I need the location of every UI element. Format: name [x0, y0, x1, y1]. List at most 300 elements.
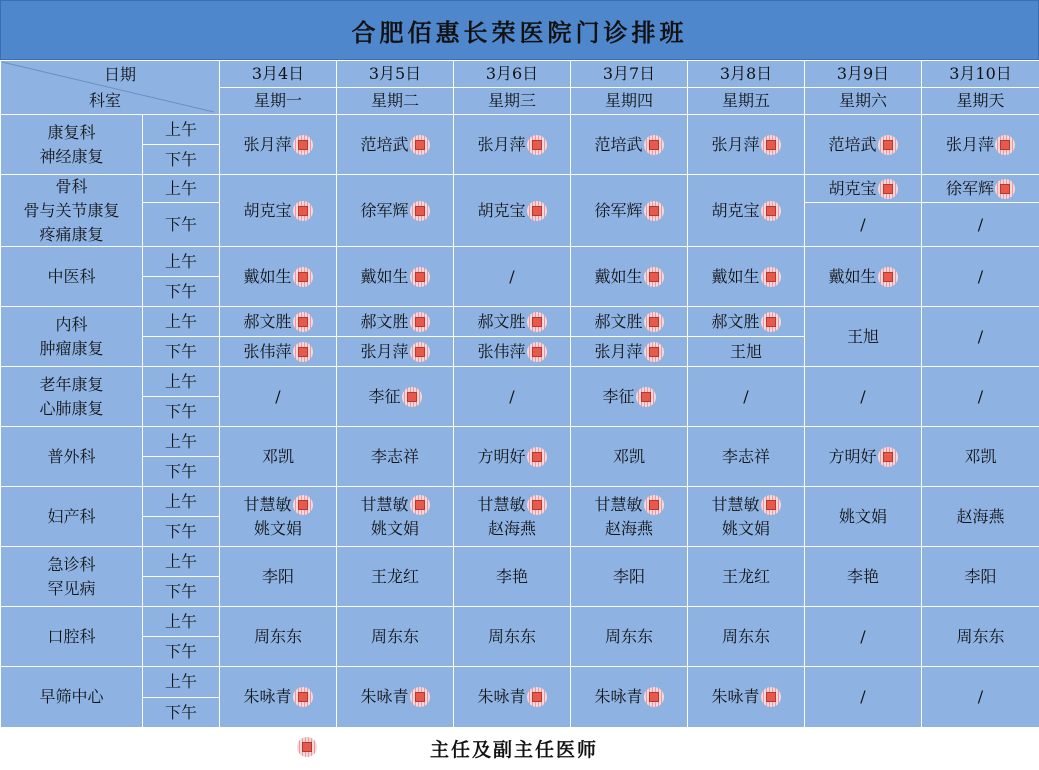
date-label: 3月4日	[251, 64, 305, 83]
doctor-name: 李志祥	[370, 446, 419, 466]
schedule-cell	[337, 115, 453, 174]
schedule-cell	[688, 115, 804, 174]
session-label: 上午	[164, 672, 197, 691]
doctor-name: 王龙红	[721, 566, 770, 586]
schedule-cell	[454, 547, 570, 606]
page-title: 合肥佰惠长荣医院门诊排班	[0, 0, 1039, 60]
session-label: 下午	[164, 461, 197, 481]
session-pm	[143, 145, 219, 174]
director-badge-icon	[293, 267, 313, 287]
cell-line	[477, 493, 546, 517]
schedule-cell	[571, 607, 687, 666]
session-am	[143, 487, 219, 516]
schedule-cell	[805, 427, 921, 486]
schedule-cell	[571, 427, 687, 486]
schedule-cell	[688, 547, 804, 606]
weekday-header	[454, 88, 570, 114]
schedule-cell-pm	[571, 337, 687, 366]
schedule-cell	[220, 667, 336, 727]
schedule-cell	[337, 487, 453, 546]
schedule-cell	[454, 667, 570, 727]
department-name-line: 骨科	[55, 176, 88, 196]
session-am	[143, 247, 219, 276]
no-clinic-mark: /	[860, 626, 866, 646]
weekday-label: 星期四	[604, 91, 653, 110]
department-name-line: 中医科	[47, 266, 96, 286]
schedule-cell	[220, 175, 336, 246]
schedule-cell	[922, 547, 1039, 606]
schedule-cell-am	[454, 307, 570, 336]
doctor-name: 方明好	[828, 446, 877, 466]
weekday-header	[805, 88, 921, 114]
department-name	[1, 667, 142, 727]
director-badge-icon	[410, 342, 430, 362]
doctor-name: 朱咏青	[243, 687, 292, 706]
session-am	[143, 427, 219, 456]
doctor-name: 郝文胜	[711, 311, 760, 331]
no-clinic-mark: /	[509, 266, 515, 286]
no-clinic-mark: /	[977, 687, 984, 706]
schedule-cell	[805, 547, 921, 606]
doctor-name: 朱咏青	[594, 687, 643, 706]
department-name-line: 老年康复	[39, 374, 104, 394]
session-pm	[143, 277, 219, 306]
session-label: 上午	[164, 178, 197, 198]
no-clinic-mark: /	[860, 214, 866, 234]
schedule-cell	[337, 247, 453, 306]
doctor-name: 朱咏青	[477, 687, 526, 706]
session-label: 上午	[164, 431, 197, 451]
session-label: 上午	[164, 551, 197, 571]
doctor-name: 姚文娟	[370, 518, 419, 538]
schedule-cell-am	[922, 175, 1039, 202]
schedule-cell	[922, 307, 1039, 366]
no-clinic-mark: /	[509, 386, 515, 406]
schedule-cell	[922, 247, 1039, 306]
doctor-name: 张月萍	[945, 134, 994, 154]
doctor-name: 赵海燕	[604, 518, 653, 538]
session-label: 上午	[164, 371, 197, 391]
dept-axis-label: 科室	[89, 90, 122, 110]
session-label: 下午	[164, 702, 197, 722]
schedule-cell	[337, 607, 453, 666]
date-header	[337, 61, 453, 87]
department-name	[1, 547, 142, 606]
doctor-name: 徐军辉	[945, 178, 994, 198]
director-badge-icon	[527, 135, 547, 155]
doctor-name: 朱咏青	[360, 687, 409, 706]
session-am	[143, 367, 219, 396]
date-header	[922, 61, 1039, 87]
session-label: 上午	[164, 311, 197, 331]
cell-line	[488, 517, 536, 541]
doctor-name: 李阳	[612, 566, 645, 586]
schedule-cell	[220, 367, 336, 426]
doctor-name: 甘慧敏	[711, 494, 760, 514]
schedule-cell	[688, 367, 804, 426]
doctor-name: 邓凯	[964, 446, 997, 466]
session-am	[143, 607, 219, 636]
no-clinic-mark: /	[977, 326, 984, 346]
doctor-name: 戴如生	[243, 266, 292, 286]
schedule-cell-am	[688, 307, 804, 336]
doctor-name: 姚文娟	[253, 518, 302, 538]
schedule-cell	[220, 115, 336, 174]
director-badge-icon	[410, 267, 430, 287]
schedule-cell-pm	[922, 203, 1039, 246]
no-clinic-mark: /	[977, 266, 984, 286]
doctor-name: 赵海燕	[956, 506, 1005, 526]
doctor-name: 张伟萍	[477, 341, 526, 361]
director-badge-icon	[293, 135, 313, 155]
doctor-name: 王旭	[846, 326, 879, 346]
department-name-line: 肿瘤康复	[39, 338, 104, 358]
session-pm	[143, 397, 219, 426]
doctor-name: 戴如生	[594, 266, 643, 286]
director-badge-icon	[293, 201, 313, 221]
schedule-cell-am	[220, 307, 336, 336]
director-badge-icon	[410, 687, 430, 707]
doctor-name: 李阳	[964, 566, 997, 586]
cell-line	[254, 517, 302, 541]
schedule-cell	[571, 115, 687, 174]
weekday-label: 星期三	[487, 91, 536, 110]
director-badge-icon	[293, 687, 313, 707]
doctor-name: 胡克宝	[828, 178, 877, 198]
cell-line	[594, 493, 663, 517]
doctor-name: 范培武	[828, 134, 877, 154]
weekday-header	[571, 88, 687, 114]
doctor-name: 邓凯	[261, 446, 294, 466]
no-clinic-mark: /	[743, 386, 749, 406]
doctor-name: 张月萍	[711, 134, 760, 154]
department-name-line: 疼痛康复	[39, 224, 104, 244]
schedule-cell-am	[805, 175, 921, 202]
director-badge-icon	[527, 495, 547, 515]
session-label: 下午	[164, 341, 197, 361]
schedule-cell	[688, 487, 804, 546]
schedule-cell	[922, 607, 1039, 666]
department-name-line: 骨与关节康复	[23, 200, 120, 220]
schedule-cell	[571, 487, 687, 546]
date-label: 3月10日	[949, 64, 1012, 83]
director-badge-icon	[995, 135, 1015, 155]
schedule-cell	[220, 247, 336, 306]
schedule-cell	[571, 667, 687, 727]
session-label: 上午	[164, 119, 197, 139]
weekday-header	[688, 88, 804, 114]
header-diagonal-line	[0, 60, 216, 114]
schedule-cell	[454, 607, 570, 666]
doctor-name: 范培武	[360, 134, 409, 154]
department-name	[1, 367, 142, 426]
doctor-name: 徐军辉	[594, 200, 643, 220]
schedule-cell	[805, 307, 921, 366]
schedule-cell	[454, 427, 570, 486]
doctor-name: 戴如生	[360, 266, 409, 286]
department-name-line: 心肺康复	[39, 398, 104, 418]
department-name	[1, 427, 142, 486]
session-label: 下午	[164, 521, 197, 541]
director-badge-icon	[410, 312, 430, 332]
schedule-cell	[337, 547, 453, 606]
doctor-name: 方明好	[477, 446, 526, 466]
schedule-cell	[805, 667, 921, 727]
schedule-cell	[805, 115, 921, 174]
session-am	[143, 547, 219, 576]
director-badge-icon	[527, 447, 547, 467]
doctor-name: 郝文胜	[594, 311, 643, 331]
session-pm	[143, 337, 219, 366]
cell-line	[722, 517, 770, 541]
session-am	[143, 115, 219, 144]
schedule-cell-am	[337, 307, 453, 336]
department-name	[1, 175, 142, 246]
weekday-label: 星期天	[956, 91, 1005, 110]
doctor-name: 张月萍	[594, 341, 643, 361]
weekday-label: 星期二	[370, 91, 419, 110]
schedule-cell	[805, 487, 921, 546]
director-badge-icon	[878, 135, 898, 155]
schedule-cell-pm	[454, 337, 570, 366]
session-label: 下午	[164, 401, 197, 421]
schedule-cell	[454, 247, 570, 306]
schedule-cell	[454, 367, 570, 426]
director-badge-icon	[402, 387, 422, 407]
schedule-cell-pm	[688, 337, 804, 366]
director-badge-icon	[410, 135, 430, 155]
director-badge-icon	[644, 687, 664, 707]
department-name-line: 罕见病	[47, 578, 96, 598]
doctor-name: 张伟萍	[243, 341, 292, 361]
weekday-label: 星期五	[721, 91, 770, 110]
schedule-cell	[220, 487, 336, 546]
director-badge-icon	[878, 179, 898, 199]
schedule-cell-am	[571, 307, 687, 336]
weekday-label: 星期六	[838, 91, 887, 110]
session-label: 下午	[164, 641, 197, 661]
session-label: 上午	[164, 491, 197, 511]
schedule-cell	[688, 427, 804, 486]
schedule-cell	[571, 175, 687, 246]
doctor-name: 李志祥	[721, 446, 770, 466]
director-badge-icon	[527, 342, 547, 362]
schedule-cell	[922, 487, 1039, 546]
director-badge-icon	[293, 495, 313, 515]
director-badge-icon	[644, 201, 664, 221]
schedule-cell-pm	[337, 337, 453, 366]
department-name	[1, 247, 142, 306]
schedule-cell	[922, 115, 1039, 174]
doctor-name: 范培武	[594, 134, 643, 154]
no-clinic-mark: /	[977, 214, 984, 234]
weekday-header	[337, 88, 453, 114]
doctor-name: 李艳	[495, 566, 528, 586]
session-pm	[143, 577, 219, 606]
schedule-cell	[571, 547, 687, 606]
doctor-name: 胡克宝	[477, 200, 526, 220]
schedule-cell	[454, 115, 570, 174]
cell-line	[243, 493, 312, 517]
director-badge-icon	[297, 737, 317, 757]
doctor-name: 周东东	[370, 626, 419, 646]
director-badge-icon	[878, 267, 898, 287]
schedule-cell	[805, 607, 921, 666]
doctor-name: 戴如生	[711, 266, 760, 286]
session-am	[143, 667, 219, 697]
session-label: 上午	[164, 611, 197, 631]
department-name	[1, 307, 142, 366]
session-label: 下午	[164, 214, 197, 234]
schedule-cell	[454, 175, 570, 246]
director-badge-icon	[761, 267, 781, 287]
director-badge-icon	[644, 495, 664, 515]
doctor-name: 徐军辉	[360, 200, 409, 220]
department-name	[1, 115, 142, 174]
doctor-name: 甘慧敏	[243, 494, 292, 514]
session-am	[143, 175, 219, 202]
doctor-name: 张月萍	[360, 341, 409, 361]
doctor-name: 郝文胜	[360, 311, 409, 331]
schedule-cell	[337, 427, 453, 486]
schedule-cell	[922, 367, 1039, 426]
department-name	[1, 487, 142, 546]
director-badge-icon	[527, 687, 547, 707]
date-label: 3月5日	[368, 64, 422, 83]
director-badge-icon	[761, 687, 781, 707]
session-pm	[143, 457, 219, 486]
doctor-name: 王龙红	[370, 566, 419, 586]
session-pm	[143, 203, 219, 246]
date-axis-label: 日期	[103, 64, 136, 84]
cell-line	[360, 493, 429, 517]
date-header	[688, 61, 804, 87]
doctor-name: 赵海燕	[487, 518, 536, 538]
session-label: 上午	[164, 251, 197, 271]
director-badge-icon	[293, 342, 313, 362]
doctor-name: 胡克宝	[711, 200, 760, 220]
director-badge-icon	[527, 312, 547, 332]
cell-line	[371, 517, 419, 541]
director-badge-icon	[527, 201, 547, 221]
schedule-cell	[922, 667, 1039, 727]
department-name-line: 口腔科	[47, 626, 96, 646]
doctor-name: 邓凯	[612, 446, 645, 466]
cell-line	[711, 493, 780, 517]
session-label: 下午	[164, 581, 197, 601]
date-header	[805, 61, 921, 87]
director-badge-icon	[644, 342, 664, 362]
director-badge-icon	[636, 387, 656, 407]
director-badge-icon	[761, 312, 781, 332]
schedule-cell	[337, 367, 453, 426]
doctor-name: 张月萍	[243, 134, 292, 154]
doctor-name: 周东东	[604, 626, 653, 646]
doctor-name: 周东东	[253, 626, 302, 646]
director-badge-icon	[761, 201, 781, 221]
doctor-name: 甘慧敏	[594, 494, 643, 514]
no-clinic-mark: /	[977, 386, 984, 406]
doctor-name: 周东东	[956, 626, 1005, 646]
date-header	[571, 61, 687, 87]
weekday-header	[220, 88, 336, 114]
session-label: 下午	[164, 149, 197, 169]
director-badge-icon	[644, 267, 664, 287]
doctor-name: 郝文胜	[477, 311, 526, 331]
weekday-header	[922, 88, 1039, 114]
doctor-name: 张月萍	[477, 134, 526, 154]
doctor-name: 周东东	[487, 626, 536, 646]
department-name-line: 普外科	[47, 446, 96, 466]
schedule-cell-pm	[220, 337, 336, 366]
doctor-name: 李征	[602, 386, 635, 406]
schedule-cell	[922, 427, 1039, 486]
schedule-cell	[688, 607, 804, 666]
department-name-line: 急诊科	[47, 554, 96, 574]
schedule-cell	[805, 247, 921, 306]
date-label: 3月6日	[485, 64, 539, 83]
director-badge-icon	[410, 201, 430, 221]
schedule-cell	[688, 667, 804, 727]
doctor-name: 胡克宝	[243, 200, 292, 220]
department-name-line: 神经康复	[39, 146, 104, 166]
no-clinic-mark: /	[275, 386, 281, 406]
doctor-name: 李艳	[846, 566, 879, 586]
director-badge-icon	[761, 135, 781, 155]
department-name-line: 康复科	[47, 122, 96, 142]
date-header	[454, 61, 570, 87]
session-am	[143, 307, 219, 336]
director-badge-icon	[644, 135, 664, 155]
schedule-cell	[220, 427, 336, 486]
schedule-cell	[571, 247, 687, 306]
director-badge-icon	[995, 179, 1015, 199]
department-name-line: 内科	[55, 314, 88, 334]
doctor-name: 王旭	[729, 341, 762, 361]
schedule-cell	[805, 367, 921, 426]
doctor-name: 姚文娟	[838, 506, 887, 526]
director-badge-icon	[410, 495, 430, 515]
schedule-cell	[571, 367, 687, 426]
session-label: 下午	[164, 281, 197, 301]
weekday-label: 星期一	[253, 91, 302, 110]
no-clinic-mark: /	[860, 687, 866, 706]
date-label: 3月9日	[836, 64, 890, 83]
schedule-cell-pm	[805, 203, 921, 246]
schedule-cell	[688, 175, 804, 246]
schedule-table	[0, 60, 1039, 727]
doctor-name: 甘慧敏	[360, 494, 409, 514]
doctor-name: 李阳	[261, 566, 294, 586]
schedule-cell	[688, 247, 804, 306]
session-pm	[143, 698, 219, 727]
director-badge-icon	[878, 447, 898, 467]
schedule-cell	[337, 175, 453, 246]
date-label: 3月8日	[719, 64, 773, 83]
doctor-name: 周东东	[721, 626, 770, 646]
schedule-cell	[220, 607, 336, 666]
doctor-name: 郝文胜	[243, 311, 292, 331]
doctor-name: 李征	[368, 386, 401, 406]
cell-line	[605, 517, 653, 541]
date-header	[220, 61, 336, 87]
doctor-name: 戴如生	[828, 266, 877, 286]
department-name-line: 早筛中心	[39, 687, 104, 706]
doctor-name: 朱咏青	[711, 687, 760, 706]
director-badge-icon	[761, 495, 781, 515]
director-badge-icon	[644, 312, 664, 332]
department-name	[1, 607, 142, 666]
